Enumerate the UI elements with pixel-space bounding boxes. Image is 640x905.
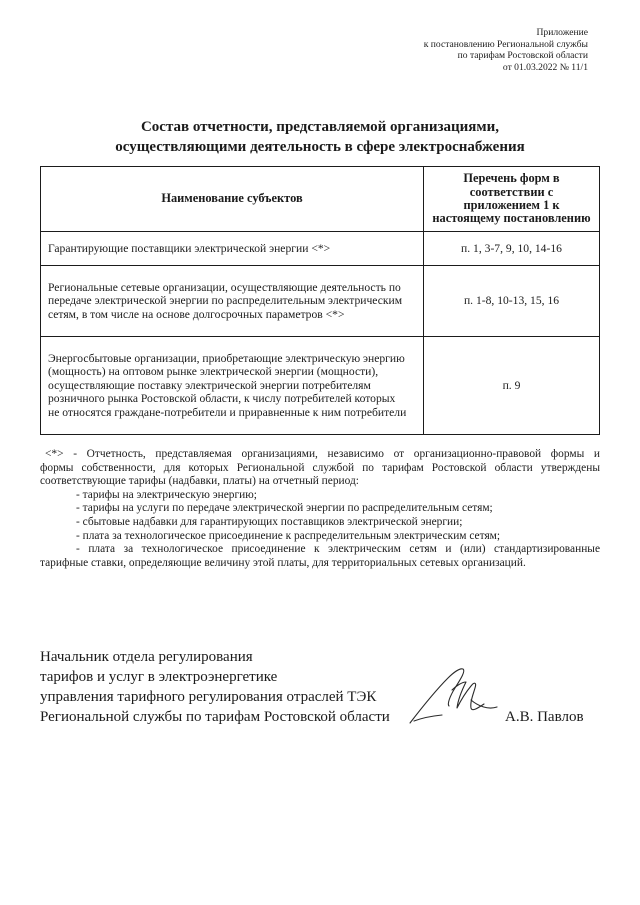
signatory-block: [40, 647, 390, 727]
subject-name-cell: Региональные сетевые организации, осуществляющие деятельность по передаче электрической энергии по распределительным электрическим сетям, в том числе на основе долгосрочных параметров <*>: [41, 266, 424, 337]
signatory-name: А.В. Павлов: [505, 709, 584, 725]
signatory-position-line: Региональной службы по тарифам Ростовской области: [40, 709, 390, 725]
signatory-position-line: Начальник отдела регулирования: [40, 649, 253, 665]
table-row: [41, 337, 600, 435]
table-row: [41, 266, 600, 337]
resolution-date-number: от 01.03.2022 № 11/1: [502, 61, 588, 73]
appendix-label: Приложение: [536, 27, 588, 38]
table-header-row: [41, 167, 600, 232]
footnote-list-item: - сбытовые надбавки для гарантирующих поставщиков электрической энергии;: [76, 515, 463, 528]
footnote-list-item: - плата за технологическое присоединение к распределительным электрическим сетям;: [76, 529, 501, 542]
forms-list-cell: п. 9: [424, 337, 600, 435]
footnote-intro-line: <*> - Отчетность, представляемая организациями, независимо от организационно-правовой формы и: [45, 448, 600, 460]
signatory-position-line: управления тарифного регулирования отраслей ТЭК: [40, 689, 377, 705]
subject-name-cell: Гарантирующие поставщики электрической энергии <*>: [41, 232, 424, 266]
footnote-intro-line: формы собственности, для которых Региональной службой по тарифам Ростовской области утверждены: [40, 461, 600, 474]
subject-name-cell: Энергосбытовые организации, приобретающие электрическую энергию (мощность) на оптовом рынке электрической энергии (мощности), осуществляющие поставку электрической энергии потребителям розничного рынка Ростовской области, к числу потребителей которых не относятся граждане-потребители и приравненные к ним потребители: [41, 337, 424, 435]
signature-stroke: [410, 669, 464, 723]
subjects-column-header: Наименование субъектов: [41, 167, 424, 232]
document-title-line: осуществляющими деятельность в сфере электроснабжения: [115, 139, 525, 155]
signatory-position-line: тарифов и услуг в электроэнергетике: [40, 669, 278, 685]
footnote: [40, 448, 600, 570]
document-title: [0, 117, 640, 157]
reporting-forms-table: [40, 166, 600, 435]
footnote-list-item: - тарифы на услуги по передаче электрической энергии по распределительным сетям;: [76, 502, 493, 515]
footnote-intro-line: соответствующие тарифы (надбавки, платы) на отчетный период:: [40, 475, 359, 488]
resolution-reference-line: к постановлению Региональной службы: [423, 38, 588, 50]
signature-stroke: [414, 715, 442, 721]
table-row: [41, 232, 600, 266]
handwritten-signature: [400, 660, 500, 730]
forms-list-cell: п. 1, 3-7, 9, 10, 14-16: [424, 232, 600, 266]
forms-list-cell: п. 1-8, 10-13, 15, 16: [424, 266, 600, 337]
resolution-reference-line: по тарифам Ростовской области: [457, 50, 588, 61]
appendix-header: [424, 27, 588, 73]
footnote-list-item: - тарифы на электрическую энергию;: [76, 488, 257, 501]
document-title-line: Состав отчетности, представляемой организациями,: [140, 119, 500, 135]
footnote-list-item-continuation: тарифные ставки, определяющие величину этой платы, для территориальных сетевых организаций.: [40, 556, 526, 569]
footnote-list-item: - плата за технологическое присоединение к электрическим сетям и (или) стандартизированные: [76, 543, 600, 556]
forms-column-header: Перечень форм в соответствии с приложением 1 к настоящему постановлению: [424, 167, 600, 232]
